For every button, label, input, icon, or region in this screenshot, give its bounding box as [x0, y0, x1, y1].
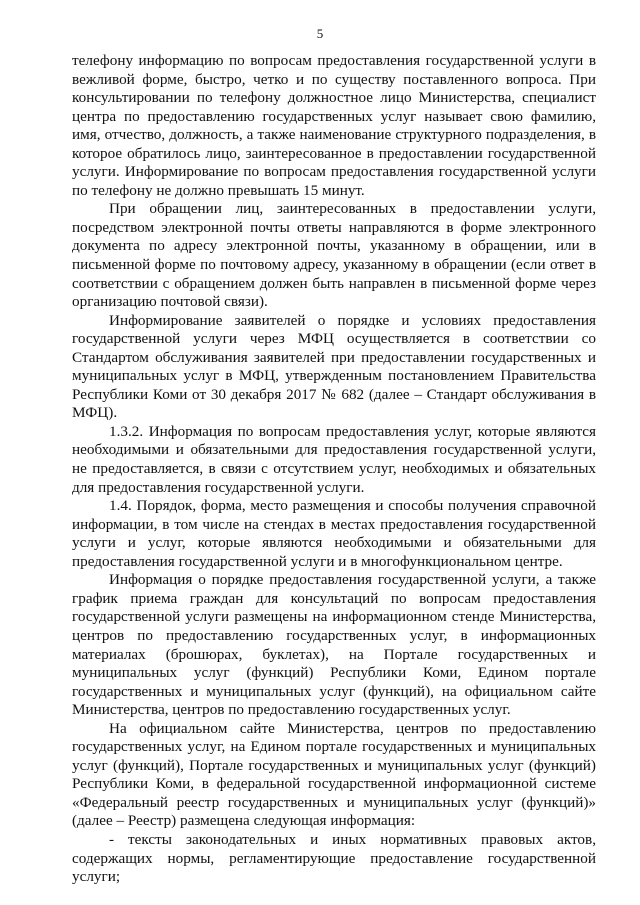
page-number: 5 — [316, 26, 324, 41]
paragraph-mfc-informing: Информирование заявителей о порядке и условиях предоставления государственной услуги через МФЦ осуществляется в соответствии со Стандартом обслуживания заявителей при предоставлении государственных и муниципальных услуг в МФЦ, утвержденным постановлением Правительства Республики Коми от 30 декабря 2017 № 682 (далее – Стандарт обслуживания в МФЦ). — [72, 311, 596, 422]
paragraph-section-1-4: 1.4. Порядок, форма, место размещения и способы получения справочной информации, в том числе на стендах в местах предоставления государственной услуги и услуг, которые являются необходимыми и обязательными для предоставления государственной услуги и в многофункциональном центре. — [72, 497, 596, 570]
document-body — [72, 52, 596, 887]
paragraph-info-placement: Информация о порядке предоставления государственной услуги, а также график приема граждан для консультаций по вопросам предоставления государственной услуги размещены на информационном стенде Министерства, центров по предоставлению государственных услуг, в информационных материалах (брошюрах, буклетах), на Портале государственных и муниципальных услуг (функций) Республики Коми, Едином портале государственных и муниципальных услуг (функций), на официальном сайте Министерства, центров по предоставлению государственных услуг. — [72, 571, 596, 719]
paragraph-email-requests: При обращении лиц, заинтересованных в предоставлении услуги, посредством электронной почты ответы направляются в форме электронного документа по адресу электронной почты, указанному в обращении, или в письменной форме по почтовому адресу, указанному в обращении (если ответ в соответствии с обращением должен быть направлен в письменной форме через организацию почтовой связи). — [72, 200, 596, 311]
paragraph-section-1-3-2: 1.3.2. Информация по вопросам предоставления услуг, которые являются необходимыми и обязательными для предоставления государственной услуги, не предоставляется, в связи с отсутствием услуг, необходимых и обязательных для предоставления государственной услуги. — [72, 422, 596, 496]
paragraph-official-site: На официальном сайте Министерства, центров по предоставлению государственных услуг, на Едином портале государственных и муниципальных услуг (функций), Портале государственных и муниципальных услуг (функций) Республики Коми, в федеральной государственной информационной системе «Федеральный реестр государственных и муниципальных услуг (функций)» (далее – Реестр) размещена следующая информация: — [72, 719, 596, 830]
paragraph-phone-consultation: телефону информацию по вопросам предоставления государственной услуги в вежливой форме, быстро, четко и по существу поставленного вопроса. При консультировании по телефону должностное лицо Министерства, специалист центра по предоставлению государственных услуг называет свою фамилию, имя, отчество, должность, а также наименование структурного подразделения, в которое обратилось лицо, заинтересованное в предоставлении государственной услуги. Информирование по вопросам предоставления государственной услуги по телефону не должно превышать 15 минут. — [72, 52, 596, 199]
list-item-legal-acts: - тексты законодательных и иных нормативных правовых актов, содержащих нормы, регламентирующие предоставление государственной услуги; — [72, 830, 596, 886]
